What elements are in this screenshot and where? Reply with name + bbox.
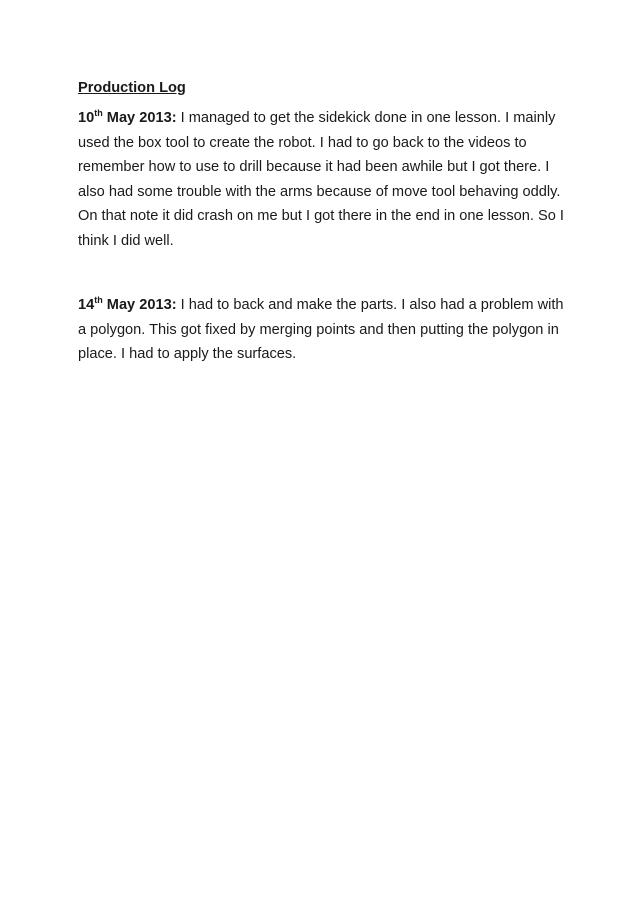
- entry-text: I had to back and make the parts. I also had a problem with a polygon. This got fixed by merging points and then putting the polygon in place. I had to apply the surfaces.: [78, 297, 564, 362]
- entry-month-year: May 2013:: [102, 297, 177, 313]
- entry-month-year: May 2013:: [102, 110, 177, 126]
- entry-day-suffix: th: [94, 295, 103, 306]
- entry-day-suffix: th: [94, 108, 103, 119]
- entry-day: 14: [78, 297, 95, 313]
- entry-day: 10: [78, 110, 95, 126]
- log-entry: [78, 293, 568, 367]
- page-title: Production Log: [78, 80, 186, 96]
- document-body: [78, 78, 568, 367]
- entry-text: I managed to get the sidekick done in one lesson. I mainly used the box tool to create the robot. I had to go back to the videos to remember how to use to drill because it had been awhile but I got there. I also had some trouble with the arms because of move tool behaving oddly. On that note it did crash on me but I got there in the end in one lesson. So I think I did well.: [78, 110, 564, 249]
- entry-date: [78, 110, 177, 126]
- entry-date: [78, 297, 177, 313]
- log-entry: [78, 106, 568, 253]
